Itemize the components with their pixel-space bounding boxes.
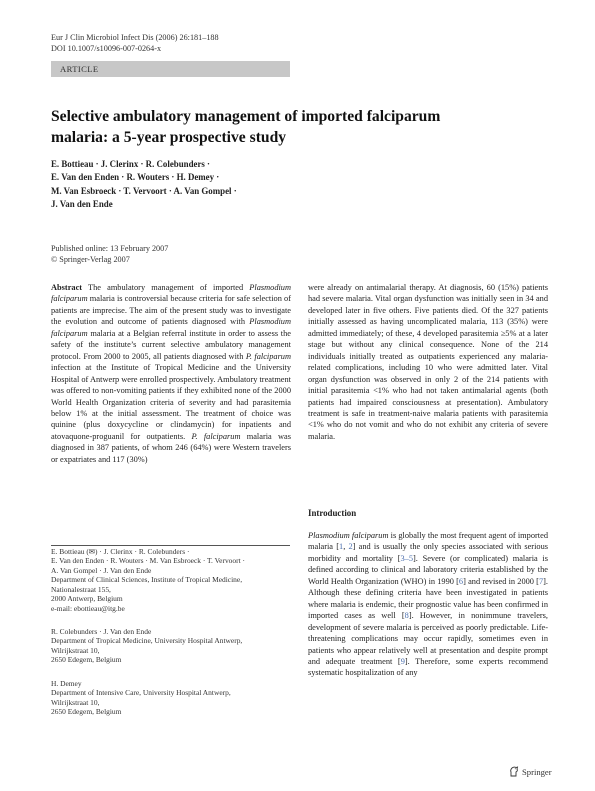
article-type-bar: ARTICLE (51, 61, 290, 77)
intro-text: ] and revised in 2000 [ (463, 576, 539, 586)
species-name: Plasmodium falciparum (51, 283, 291, 304)
reference-link[interactable]: 6 (458, 576, 464, 586)
affiliation-names: H. Demey (51, 679, 82, 688)
affiliation-email[interactable]: e-mail: ebottieau@itg.be (51, 603, 125, 613)
abstract-text: malaria is controversial because criteria for safe selection of patients are imprecise. The aim of the present study was to investigate the evolution and outcome of patients diagnosed with (51, 294, 291, 327)
abstract-right-column: were already on antimalarial therapy. At diagnosis, 60 (15%) patients had severe malaria. Vital organ dysfunction was initially seen in 34 and developed later in five others. Five patients died. Of the 327 patients initially assessed as having uncomplicated malaria, 113 (35%) were admitted immediately; of these, 4 developed parasitemia ≥5% at a later stage but without any clinical consequence. None of the 214 individuals initially treated as outpatients experienced any malaria-related complications, including 10 who were admitted later. Vital organ dysfunction was observed in only 2 of the 214 patients with initial parasitemia <1% who had not taken antimalarial agents (both patients had impaired consciousness at presentation). Ambulatory treatment is safe in treatment-naive malaria patients with parasitemia <1% who do not vomit and who do not exhibit any criteria of severe malaria. (308, 283, 548, 441)
reference-link[interactable]: 2 (348, 542, 353, 552)
intro-text: ]. Severe (or complicated) malaria is defined according to clinical and laboratory criteria established by the World Health Organization (WHO) in 1990 [ (308, 553, 549, 586)
intro-text: ]. However, in nonimmune travelers, development of severe malaria is perceived as poorly predictable. Life-threatening complications may occur rapidly, sometimes even in patients who appear relatively well at presentation and despite prompt and adequate treatment [ (308, 611, 549, 666)
intro-text: is globally the most frequent agent of imported malaria [ (308, 531, 548, 552)
journal-header (51, 32, 219, 54)
introduction-heading: Introduction (308, 508, 357, 518)
authors-line-4: J. Van den Ende (51, 199, 113, 210)
intro-text: ]. Therefore, some experts recommend systematic hospitalization of any (308, 656, 548, 678)
affiliation-city: 2650 Edegem, Belgium (51, 707, 122, 717)
abstract-left-column (51, 282, 291, 465)
affiliation-names: E. Van den Enden · R. Wouters · M. Van Esbroeck · T. Vervoort · (51, 556, 245, 566)
abstract-text: infection at the Institute of Tropical Medicine and the University Hospital of Antwerp were enrolled prospectively. Ambulatory treatment was offered to non-vomiting patients if they exhibited none of the 2000 World Health Organization criteria of severity and had parasitemia below 1% at the initial assessment. The treatment of choice was quinine (plus doxycycline or clindamycin) for inpatients and atovaquone-proguanil for outpatients. (51, 363, 291, 441)
authors-line-3: M. Van Esbroeck · T. Vervoort · A. Van Gompel · (51, 185, 237, 196)
reference-link[interactable]: 7 (538, 576, 544, 586)
abstract-text: malaria was diagnosed in 387 patients, of whom 246 (64%) were Western travelers or expatriates and 117 (30%) (51, 431, 292, 464)
affiliation-names: A. Van Gompel · J. Van den Ende (51, 565, 152, 575)
copyright: © Springer-Verlag 2007 (51, 254, 130, 264)
species-name: Plasmodium falciparum (51, 317, 291, 338)
author-list (51, 158, 237, 212)
title-line-1: Selective ambulatory management of imported falciparum (51, 108, 441, 125)
springer-horse-icon (509, 766, 519, 777)
introduction-text (308, 530, 548, 679)
published-online: Published online: 13 February 2007 (51, 244, 169, 253)
paper-title (51, 107, 571, 148)
publisher-name: Springer (522, 766, 552, 777)
journal-citation: Eur J Clin Microbiol Infect Dis (2006) 26:181–188 (51, 33, 219, 42)
publication-info (51, 244, 168, 265)
reference-link[interactable]: 1 (339, 542, 344, 552)
affiliation-department: Department of Intensive Care, University Hospital Antwerp, (51, 688, 231, 698)
species-name: P. falciparum (245, 351, 292, 361)
affiliation-street: Wilrijkstraat 10, (51, 645, 100, 655)
intro-text: ]. Although these defining criteria have been investigated in patients where malaria is endemic, their prognostic value has been confirmed in imported cases as well [ (308, 576, 549, 621)
species-name: Plasmodium falciparum (308, 531, 389, 540)
abstract-text: malaria at a Belgian referral institute in order to assess the safety of the institute’s current selective ambulatory management protocol. From 2000 to 2005, all patients diagnosed with (51, 328, 291, 361)
affiliation-department: Department of Tropical Medicine, University Hospital Antwerp, (51, 636, 243, 646)
affiliation-block (51, 627, 291, 665)
affiliation-block (51, 547, 291, 613)
affiliation-street: Wilrijkstraat 10, (51, 697, 100, 707)
abstract-text: The ambulatory management of imported (88, 283, 250, 292)
affiliation-city: 2000 Antwerp, Belgium (51, 594, 123, 604)
affiliation-names: R. Colebunders · J. Van den Ende (51, 627, 152, 636)
intro-text: ] and is usually the only species associated with serious morbidity and mortality [ (308, 542, 548, 563)
affiliation-department: Department of Clinical Sciences, Institute of Tropical Medicine, (51, 575, 243, 585)
affiliation-names: E. Bottieau (✉) · J. Clerinx · R. Colebunders · (51, 547, 190, 556)
reference-link[interactable]: 3–5 (400, 553, 413, 563)
reference-link[interactable]: 8 (404, 611, 409, 621)
abstract-heading: Abstract (51, 283, 83, 292)
affiliation-city: 2650 Edegem, Belgium (51, 655, 122, 665)
intro-text: , (343, 542, 349, 552)
doi: DOI 10.1007/s10096-007-0264-x (51, 44, 162, 54)
title-line-2: malaria: a 5-year prospective study (51, 128, 287, 146)
authors-line-1: E. Bottieau · J. Clerinx · R. Colebunders · (51, 159, 211, 169)
species-name: P. falciparum (191, 431, 241, 441)
affiliation-block (51, 679, 291, 717)
footnote-divider (51, 545, 290, 546)
authors-line-2: E. Van den Enden · R. Wouters · H. Demey · (51, 172, 220, 183)
reference-link[interactable]: 9 (400, 656, 405, 666)
affiliation-street: Nationalestraat 155, (51, 584, 111, 594)
publisher-logo (509, 766, 552, 777)
